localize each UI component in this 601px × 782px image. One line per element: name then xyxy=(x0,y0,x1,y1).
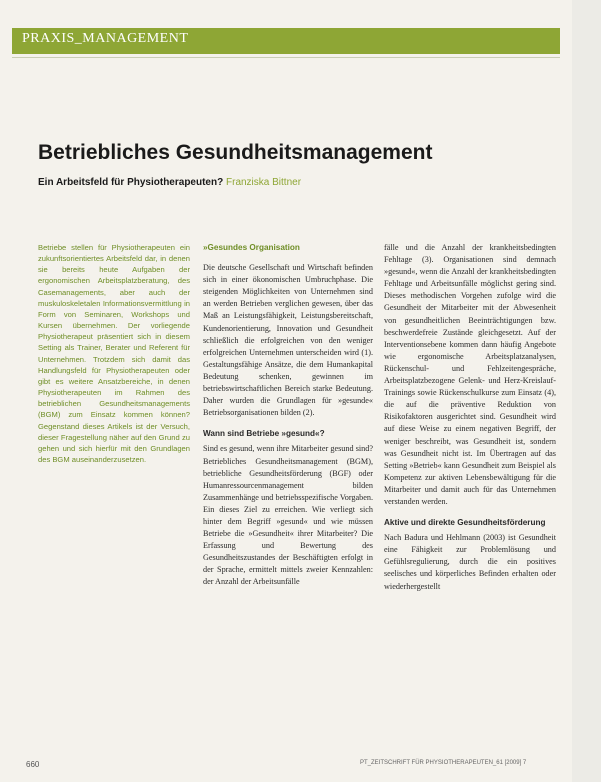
body-column-3 xyxy=(384,242,556,593)
article-title: Betriebliches Gesundheitsmanagement xyxy=(38,141,433,164)
body-paragraph: Die deutsche Gesellschaft und Wirtschaft befinden sich in einer ökonomischen Umbruchphase. Die steigenden Möglichkeiten von Unternehmen sind an werden Betrieben verglichen gewesen, über das Maß an Leistungsfähigkeit, Leistungsbereitschaft, Kundenorientierung, Innovation und Gesundheit schließlich die erfolgreichen von den weniger erfolgreichen Unternehmen unterscheiden wird (1). Gestaltungsfähige Ansätze, die dem Humankapital Bedeutung schenken, gewinnen im betriebswirtschaftlichen Bereich starke Bedeutung. Daher wurden die Grundlagen für »gesunde« Betriebsorganisationen bilden (2). xyxy=(203,263,373,418)
section-heading-wann-gesund: Wann sind Betriebe »gesund«? xyxy=(203,429,325,439)
article-subtitle: Ein Arbeitsfeld für Physiotherapeuten? xyxy=(38,177,224,188)
section-heading-gesunde-organisation: »Gesundes Organisation xyxy=(203,243,300,252)
section-heading-aktive-gesundheitsfoerderung: Aktive und direkte Gesundheitsförderung xyxy=(384,518,546,528)
teaser-column xyxy=(38,242,190,465)
body-paragraph: fälle und die Anzahl der krankheitsbedingten Fehltage (3). Organisationen sind demnach »gesund«, wenn die Anzahl der krankheitsbedingten Fehltage und Arbeitsunfälle möglichst gering sind. Dieses methodischen Vorgehen zufolge wird die Gesundheit der Mitarbeiter mit der Abwesenheit von gesundheitlichen Beeinträchtigungen bzw. beschwerdefreie Zustände gleichgesetzt. Auf der Interventionsebene kommen dann häufig Angebote wie ergonomische Arbeitsplatzanalysen, Rückenschul- und Fehlzeitengespräche, Arbeitsplatzbezogene Gelenk- und Herz-Kreislauf-Trainings sowie Rückenschulkurse zum Einsatz (4), die auf die präventive Reduktion von Risikofaktoren ausgerichtet sind. Gesundheit wird auf diese Weise zu einem negativen Begriff, der weniger beschreibt, was Gesundheit ist, sondern was Gesundheit nicht ist. Im Übertragen auf das Setting »Betrieb« kann Gesundheit zum Beispiel als Kompetenz zur aktiven Lebensbewältigung für die Mitarbeiter und damit auch für das Unternehmen verstanden werden. xyxy=(384,243,556,506)
teaser-text: Betriebe stellen für Physiotherapeuten ein zukunftsorientiertes Arbeitsfeld dar, in denen sie bereits heute Aufgaben der ergonomischen Arbeitsplatzberatung, des Casemanagements, aber auch der muskuloskeletalen Informationsvermittlung in Form von Seminaren, Workshops und Kursen übernehmen. Der vorliegende Physiotherapeut präsentiert sich in diesem Setting als Trainer, Berater und Referent für Unternehmen. Trotzdem sich damit das Handlungsfeld für Physiotherapeuten oder gibt es weitere Ansatzbereiche, in denen Physiotherapeuten im Rahmen des betrieblichen Gesundheitsmanagements (BGM) zum Einsatz kommen können? Gegenstand dieses Artikels ist der Versuch, dieser Fragestellung näher auf den Grund zu gehen und sich hierfür mit den Grundlagen des BGM auseinanderzusetzen. xyxy=(38,243,190,464)
header-divider xyxy=(12,57,560,58)
article-author: Franziska Bittner xyxy=(226,177,302,188)
body-paragraph: Sind es gesund, wenn ihre Mitarbeiter gesund sind? Betriebliches Gesundheitsmanagement (BGM), betriebliche Gesundheitsförderung (BGF) oder Humanressourcenmanagement bilden Zusammenhänge und betriebsspezifische Vorgaben. Ein dieses Ziel zu erreichen. Wie verliegt sich hinter dem Begriff »gesund« und wie müssen Betriebe die »Gesundheit« ihrer Mitarbeiter? Die Erfassung und Bewertung des Gesundheitszustandes der Beschäftigten erfolgt in der Sprache, ermittelt mittels zweier Kennzahlen: der Anzahl der Arbeitsunfälle xyxy=(203,444,373,587)
article-subtitle-line xyxy=(38,177,301,188)
page-number: 660 xyxy=(26,760,40,769)
section-label: PRAXIS_MANAGEMENT xyxy=(22,31,189,46)
page-edge-margin xyxy=(572,0,601,782)
body-column-2 xyxy=(203,242,373,589)
journal-footer: PT_ZEITSCHRIFT FÜR PHYSIOTHERAPEUTEN_61 [2009] 7 xyxy=(360,760,527,766)
body-paragraph: Nach Badura und Hehlmann (2003) ist Gesundheit eine Fähigkeit zur Problemlösung und Gefühlsregulierung, durch die ein positives seelisches und körperliches Befinden erhalten oder wiederhergestellt xyxy=(384,533,556,591)
